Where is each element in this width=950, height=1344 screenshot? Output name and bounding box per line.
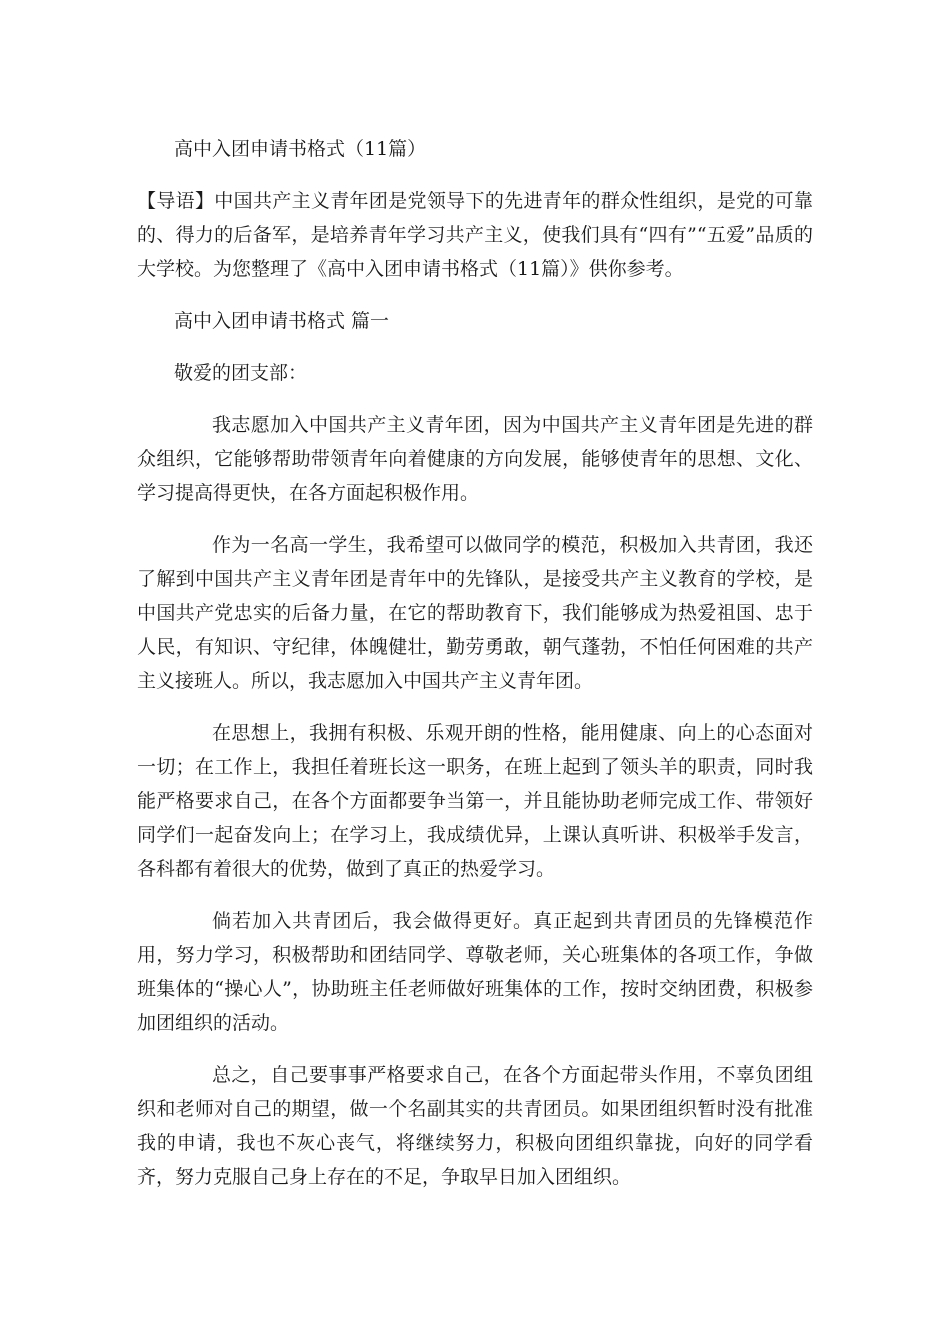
body-paragraph-1: 我志愿加入中国共产主义青年团，因为中国共产主义青年团是先进的群众组织，它能够帮助带领青年向着健康的方向发展，能够使青年的思想、文化、学习提高得更快，在各方面起积极作用。 [137,414,813,504]
section-heading: 高中入团申请书格式 篇一 [174,310,390,332]
body-paragraph-4: 倘若加入共青团后，我会做得更好。真正起到共青团员的先锋模范作用，努力学习，积极帮助和团结同学、尊敬老师，关心班集体的各项工作，争做班集体的“操心人”，协助班主任老师做好班集体的工作，按时交纳团费，积极参加团组织的活动。 [137,910,813,1034]
body-paragraph-2: 作为一名高一学生，我希望可以做同学的模范，积极加入共青团，我还了解到中国共产主义青年团是青年中的先锋队，是接受共产主义教育的学校，是中国共产党忠实的后备力量，在它的帮助教育下，我们能够成为热爱祖国、忠于人民，有知识、守纪律，体魄健壮，勤劳勇敢，朝气蓬勃，不怕任何困难的共产主义接班人。所以，我志愿加入中国共产主义青年团。 [137,534,813,692]
intro-paragraph: 【导语】中国共产主义青年团是党领导下的先进青年的群众性组织，是党的可靠的、得力的后备军，是培养青年学习共产主义，使我们具有“四有”“五爱”品质的大学校。为您整理了《高中入团申请书格式（11篇）》供你参考。 [137,190,813,280]
document-title: 高中入团申请书格式（11篇） [174,138,427,160]
body-paragraph-3: 在思想上，我拥有积极、乐观开朗的性格，能用健康、向上的心态面对一切；在工作上，我担任着班长这一职务，在班上起到了领头羊的职责，同时我能严格要求自己，在各个方面都要争当第一，并且能协助老师完成工作、带领好同学们一起奋发向上；在学习上，我成绩优异，上课认真听讲、积极举手发言，各科都有着很大的优势，做到了真正的热爱学习。 [137,722,813,880]
document-body [137,132,813,1212]
body-paragraph-5: 总之，自己要事事严格要求自己，在各个方面起带头作用，不辜负团组织和老师对自己的期望，做一个名副其实的共青团员。如果团组织暂时没有批准我的申请，我也不灰心丧气，将继续努力，积极向团组织靠拢，向好的同学看齐，努力克服自己身上存在的不足，争取早日加入团组织。 [137,1064,813,1188]
salutation: 敬爱的团支部： [174,362,308,384]
